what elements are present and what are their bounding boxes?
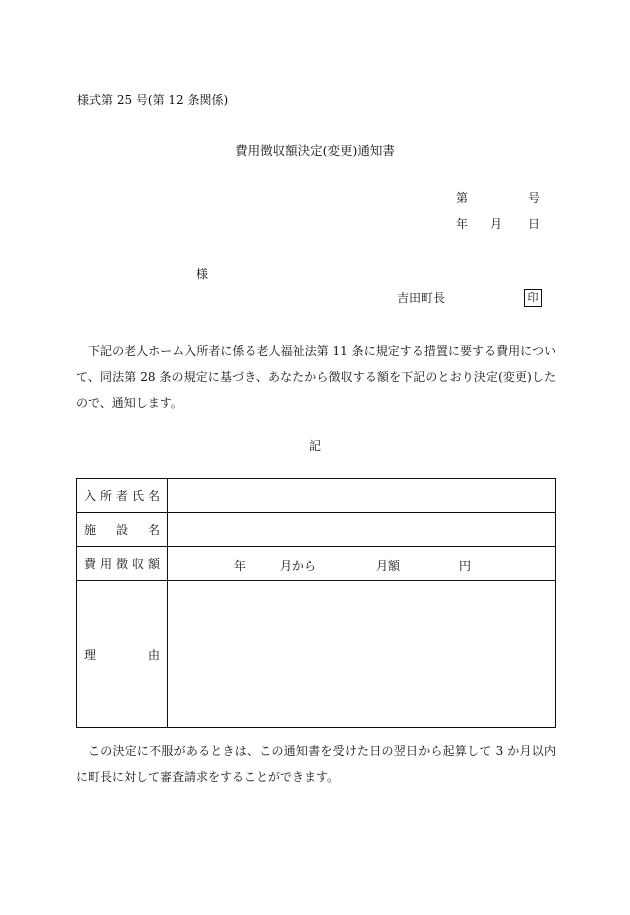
fee-month-from-label: 月から [280, 559, 317, 573]
facility-name-label: 施設名 [77, 513, 168, 547]
fee-label: 費用徴収額 [77, 547, 168, 581]
appeal-notice-text: この決定に不服があるときは、この通知書を受けた日の翌日から起算して 3 か月以内に町長に対して審査請求をすることができます。 [76, 744, 556, 784]
addressee-honorific: 様 [196, 267, 209, 281]
reason-row [77, 581, 556, 728]
date-day-label: 日 [528, 217, 541, 231]
record-table [76, 478, 556, 728]
fee-field[interactable] [168, 547, 556, 581]
document-number-prefix: 第 [456, 191, 469, 205]
fee-year-label: 年 [234, 559, 247, 573]
date-year-label: 年 [456, 217, 469, 231]
fee-monthly-amount-label: 月額 [376, 559, 401, 573]
fee-yen-label: 円 [459, 559, 472, 573]
issuer-name: 吉田町長 [397, 291, 446, 305]
seal-mark: 印 [524, 289, 542, 307]
form-number: 様式第 25 号(第 12 条関係) [77, 93, 229, 107]
facility-name-row [77, 513, 556, 547]
date-month-label: 月 [490, 217, 503, 231]
fee-row [77, 547, 556, 581]
resident-name-row [77, 479, 556, 513]
notice-body-text: 下記の老人ホーム入所者に係る老人福祉法第 11 条に規定する措置に要する費用について、同法第 28 条の規定に基づき、あなたから徴収する額を下記のとおり決定(変更)したので、通知します。 [76, 344, 556, 410]
resident-name-label: 入所者氏名 [77, 479, 168, 513]
facility-name-field[interactable] [168, 513, 556, 547]
document-number-suffix: 号 [528, 191, 541, 205]
reason-label: 理由 [77, 581, 168, 728]
reason-field[interactable] [168, 581, 556, 728]
resident-name-field[interactable] [168, 479, 556, 513]
document-title: 費用徴収額決定(変更)通知書 [235, 143, 395, 158]
section-mark: 記 [308, 439, 321, 453]
